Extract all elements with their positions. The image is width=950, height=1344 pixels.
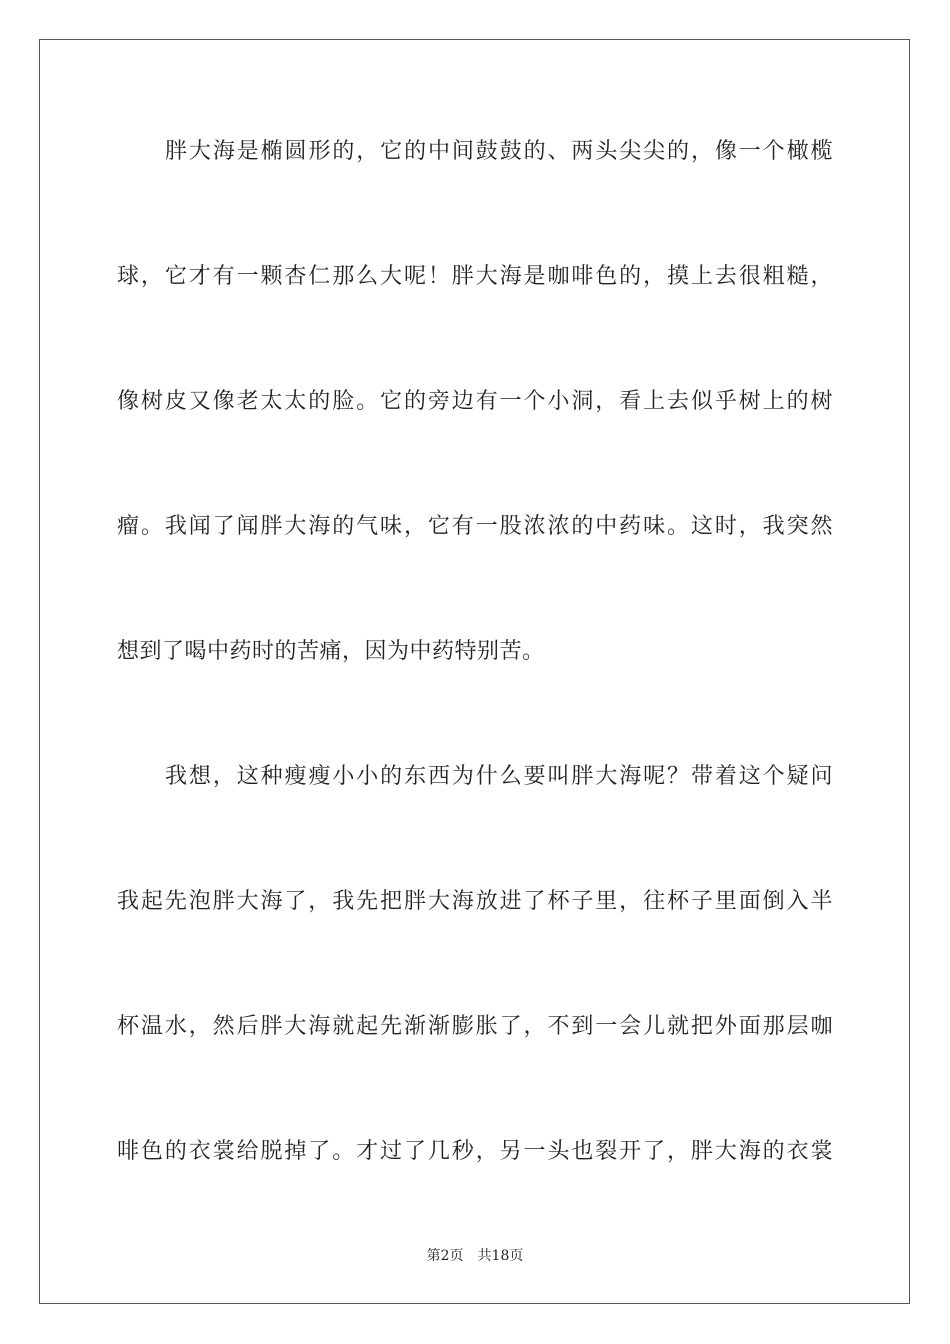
text-line: 球，它才有一颗杏仁那么大呢！胖大海是咖啡色的，摸上去很粗糙， [117, 264, 833, 289]
page-total: 共18页 [477, 1248, 524, 1264]
page-frame [39, 39, 910, 1304]
text-line: 杯温水，然后胖大海就起先渐渐膨胀了，不到一会儿就把外面那层咖 [117, 1014, 833, 1039]
text-line: 瘤。我闻了闻胖大海的气味，它有一股浓浓的中药味。这时，我突然 [117, 514, 833, 539]
text-line: 胖大海是椭圆形的，它的中间鼓鼓的、两头尖尖的，像一个橄榄 [165, 139, 833, 164]
text-line: 我想，这种瘦瘦小小的东西为什么要叫胖大海呢？带着这个疑问 [165, 764, 833, 789]
page-footer [0, 1246, 950, 1266]
text-line: 想到了喝中药时的苦痛，因为中药特别苦。 [117, 639, 545, 664]
text-line: 像树皮又像老太太的脸。它的旁边有一个小洞，看上去似乎树上的树 [117, 389, 833, 414]
page-number: 第2页 [426, 1248, 464, 1264]
text-line: 啡色的衣裳给脱掉了。才过了几秒，另一头也裂开了，胖大海的衣裳 [117, 1139, 833, 1164]
text-line: 我起先泡胖大海了，我先把胖大海放进了杯子里，往杯子里面倒入半 [117, 889, 833, 914]
